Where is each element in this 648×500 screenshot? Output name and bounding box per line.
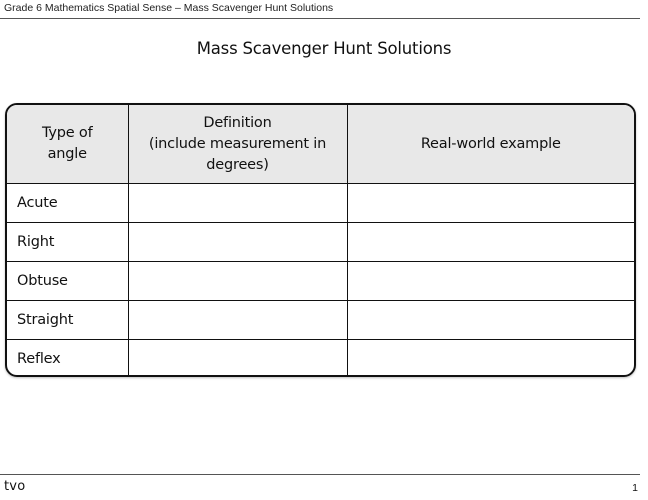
running-header: Grade 6 Mathematics Spatial Sense – Mass Scavenger Hunt Solutions: [4, 2, 334, 14]
header-real-world-example: [347, 105, 634, 184]
example-cell[interactable]: [347, 340, 634, 378]
tvo-logo: tvo: [4, 479, 26, 494]
angle-type-cell: Straight: [7, 301, 128, 340]
definition-cell[interactable]: [128, 262, 347, 301]
definition-cell[interactable]: [128, 301, 347, 340]
definition-cell[interactable]: [128, 184, 347, 223]
header-divider: [0, 18, 640, 19]
example-cell[interactable]: [347, 262, 634, 301]
table-row: [7, 301, 634, 340]
header-type-of-angle-label: Type of angle: [42, 125, 93, 162]
angle-type-cell: Obtuse: [7, 262, 128, 301]
definition-cell[interactable]: [128, 223, 347, 262]
angle-table-grid: [7, 105, 634, 377]
header-definition: [128, 105, 347, 184]
page-number: 1: [632, 482, 638, 494]
page-title: Mass Scavenger Hunt Solutions: [196, 39, 452, 58]
table-row: [7, 340, 634, 378]
example-cell[interactable]: [347, 301, 634, 340]
table-row: [7, 262, 634, 301]
footer-divider: [0, 474, 640, 475]
table-header-row: [7, 105, 634, 184]
angle-type-cell: Acute: [7, 184, 128, 223]
angle-type-cell: Reflex: [7, 340, 128, 378]
header-type-of-angle: [7, 105, 128, 184]
example-cell[interactable]: [347, 184, 634, 223]
example-cell[interactable]: [347, 223, 634, 262]
definition-cell[interactable]: [128, 340, 347, 378]
angle-types-table: [5, 103, 636, 377]
header-real-world-example-label: Real-world example: [420, 135, 561, 152]
table-row: [7, 223, 634, 262]
header-definition-label: Definition (include measurement in degrees): [148, 114, 327, 173]
angle-type-cell: Right: [7, 223, 128, 262]
table-row: [7, 184, 634, 223]
